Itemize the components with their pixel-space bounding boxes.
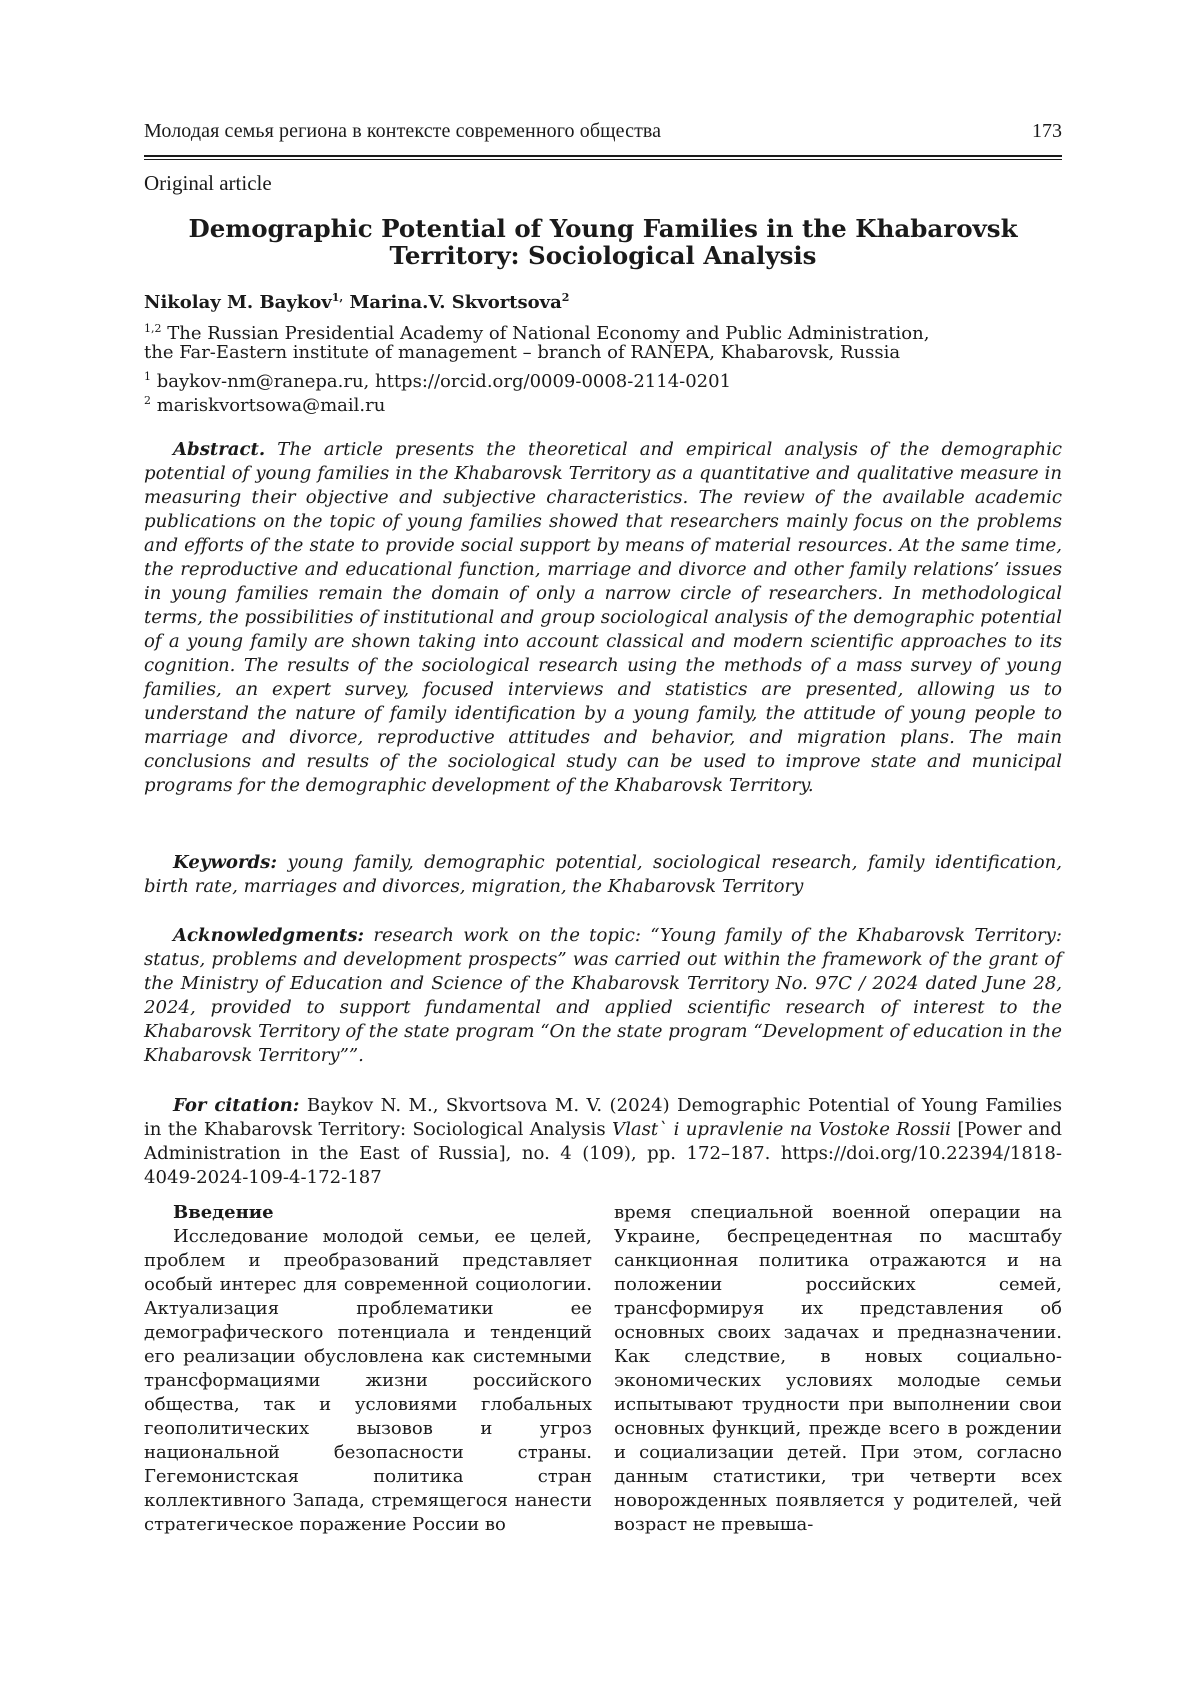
article-type: Original article bbox=[144, 171, 272, 195]
citation-label: For citation: bbox=[173, 1095, 300, 1116]
authors-line bbox=[144, 291, 569, 313]
running-header bbox=[144, 120, 1062, 150]
acknowledgments-text: research work on the topic: “Young family of the Khabarovsk Territory: status, problems and development prospects” was carried out within the framework of the grant of the Ministry of Education and Science of the Khabarovsk Territory No. 97C / 2024 dated June 28, 2024, provided to support fundamental and applied scientific research of interest to the Khabarovsk Territory of the state program “On the state program “Development of education in the Khabarovsk Territory””. bbox=[144, 925, 1062, 1066]
email-sup: 2 bbox=[144, 394, 151, 407]
acknowledgments-block bbox=[144, 924, 1062, 1068]
citation-journal: Vlast` i upravlenie na Vostoke Rossii bbox=[612, 1119, 951, 1140]
keywords-label: Keywords: bbox=[173, 852, 278, 873]
email-text: baykov-nm@ranepa.ru, https://orcid.org/0009-0008-2114-0201 bbox=[151, 371, 732, 392]
intro-heading bbox=[144, 1201, 592, 1225]
citation-text-tail: [Power and Administration in the East of Russia], no. 4 (109), pp. 172–187. https://doi.org/10.22394/1818-4049-2024-109-4-172-187 bbox=[144, 1119, 1062, 1188]
author-name: Nikolay M. Baykov bbox=[144, 292, 332, 313]
keywords-text: young family, demographic potential, sociological research, family identification, birth rate, marriages and divorces, migration, the Khabarovsk Territory bbox=[144, 852, 1062, 897]
affiliation-sup: 1,2 bbox=[144, 322, 162, 335]
email-line-2 bbox=[144, 389, 1062, 418]
header-rule-thin bbox=[144, 159, 1062, 160]
author-affil-sup: 1, bbox=[331, 291, 344, 304]
citation-block bbox=[144, 1094, 1062, 1190]
intro-left-text: Исследование молодой семьи, ее целей, проблем и преобразований представляет особый интерес для современной социологии. Актуализация проблематики ее демографического потенциала и тенденций его реализации обусловлена как системными трансформациями жизни российского общества, так и условиями глобальных геополитических вызовов и угроз национальной безопасности страны. Гегемонистская политика стран коллективного Запада, стремящегося нанести стратегическое поражение России во bbox=[144, 1226, 592, 1535]
intro-left-column bbox=[144, 1201, 592, 1537]
intro-paragraph-left bbox=[144, 1225, 592, 1537]
intro-paragraph-right: время специальной военной операции на Украине, беспрецедентная по масштабу санкционная политика отражаются и на положении российских семей, трансформируя их представления об основных своих задачах и предназначении. Как следствие, в новых социально-экономических условиях молодые семьи испытывают трудности при выполнении свои основных функций, прежде всего в рождении и социализации детей. При этом, согласно данным статистики, три четверти всех новорожденных появляется у родителей, чей возраст не превыша- bbox=[614, 1202, 1062, 1535]
abstract-label: Abstract. bbox=[173, 439, 266, 460]
affiliation-line-2: the Far-Eastern institute of management – branch of RANEPA, Khabarovsk, Russia bbox=[144, 342, 901, 363]
abstract-block bbox=[144, 438, 1062, 798]
header-rule-thick bbox=[144, 155, 1062, 157]
email-sup: 1 bbox=[144, 370, 151, 383]
keywords-block bbox=[144, 851, 1062, 899]
citation-text: Baykov N. M., Skvortsova M. V. (2024) Demographic Potential of Young Families in the Khabarovsk Territory: Sociological Analysis bbox=[144, 1095, 1062, 1140]
page-number: 173 bbox=[1032, 120, 1062, 142]
author-affil-sup: 2 bbox=[561, 291, 570, 304]
article-title: Demographic Potential of Young Families in the Khabarovsk Territory: Sociological Analysis bbox=[188, 214, 1018, 270]
abstract-text: The article presents the theoretical and empirical analysis of the demographic potential of young families in the Khabarovsk Territory as a quantitative and qualitative measure in measuring their objective and subjective characteristics. The review of the available academic publications on the topic of young families showed that researchers mainly focus on the problems and efforts of the state to provide social support by means of material resources. At the same time, the reproductive and educational function, marriage and divorce and other family relations’ issues in young families remain the domain of only a narrow circle of researchers. In methodological terms, the possibilities of institutional and group sociological analysis of the demographic potential of a young family are shown taking into account classical and modern scientific approaches to its cognition. The results of the sociological research using the methods of a mass survey of young families, an expert survey, focused interviews and statistics are presented, allowing us to understand the nature of family identification by a young family, the attitude of young people to marriage and divorce, reproductive attitudes and behavior, and migration plans. The main conclusions and results of the sociological study can be used to improve state and municipal programs for the demographic development of the Khabarovsk Territory. bbox=[144, 439, 1062, 796]
intro-right-column bbox=[614, 1201, 1062, 1537]
acknowledgments-label: Acknowledgments: bbox=[173, 925, 365, 946]
running-title: Молодая семья региона в контексте современного общества bbox=[144, 120, 662, 142]
email-text: mariskvortsowa@mail.ru bbox=[151, 395, 386, 416]
affiliation-text: The Russian Presidential Academy of National Economy and Public Administration, bbox=[161, 323, 930, 344]
author-name: Marina.V. Skvortsova bbox=[343, 292, 562, 313]
intro-heading-text: Введение bbox=[173, 1202, 274, 1223]
